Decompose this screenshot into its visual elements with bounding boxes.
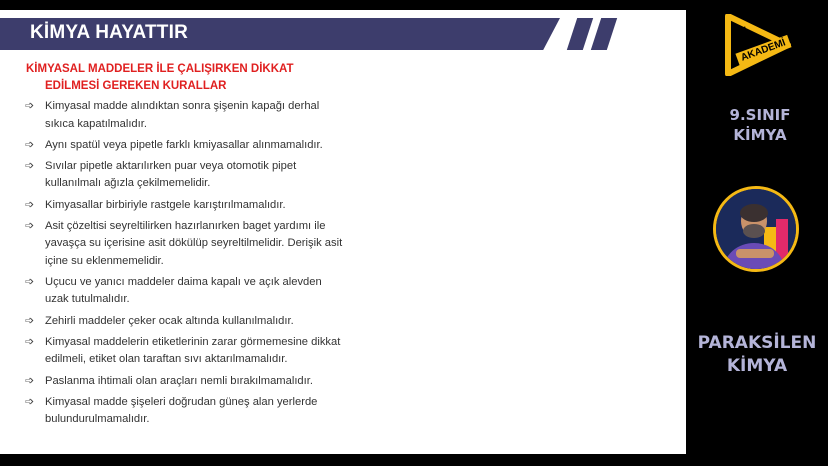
list-item: [25, 137, 345, 155]
arrow-right-icon: ➩: [25, 219, 35, 232]
rule-text: Kimyasallar birbiriyle rastgele karıştırılmamalıdır.: [45, 198, 286, 211]
grade-line1: 9.SINIF: [729, 106, 791, 124]
rule-text: Sıvılar pipetle aktarılırken puar veya otomotik pipet kullanılmalı ağızla çekilmemelidir.: [45, 159, 297, 190]
arrow-right-icon: ➩: [25, 395, 35, 408]
list-item: [25, 197, 345, 215]
list-item: [25, 373, 345, 391]
banner-stripe-2: [591, 18, 617, 50]
slide-content: [0, 10, 686, 454]
rule-text: Paslanma ihtimali olan araçları nemli bırakılmamalıdır.: [45, 374, 313, 387]
section-heading-line1: KİMYASAL MADDELER İLE ÇALIŞIRKEN DİKKAT: [26, 63, 294, 75]
channel-name: [688, 332, 826, 378]
arrow-right-icon: ➩: [25, 275, 35, 288]
banner-stripe-1: [567, 18, 593, 50]
logo-top-text: HIZ: [730, 25, 750, 42]
rule-text: Kimyasal maddelerin etiketlerinin zarar görmemesine dikkat edilmeli, etiket olan taraftan sıvı aktarılmamalıdır.: [45, 335, 341, 366]
page-title: KİMYA HAYATTIR: [30, 22, 189, 43]
rule-text: Zehirli maddeler çeker ocak altında kullanılmalıdır.: [45, 314, 294, 327]
arrow-right-icon: ➩: [25, 138, 35, 151]
rule-text: Uçucu ve yanıcı maddeler daima kapalı ve açık alevden uzak tutulmalıdır.: [45, 275, 322, 306]
arrow-right-icon: ➩: [25, 374, 35, 387]
rule-text: Kimyasal madde alındıktan sonra şişenin kapağı derhal sıkıca kapatılmalıdır.: [45, 100, 320, 130]
list-item: [25, 98, 345, 133]
avatar: [713, 186, 799, 272]
rule-text: Kimyasal madde şişeleri doğrudan güneş alan yerlerde bulundurulmamalıdır.: [45, 395, 318, 426]
channel-line1: PARAKSİLEN: [697, 333, 817, 353]
rule-text: Asit çözeltisi seyreltilirken hazırlanırken baget yardımı ile yavaşça su içerisine asit dökülüp seyreltilmelidir. Derişik asit içine su eklenmemelidir.: [45, 219, 343, 267]
list-item: [25, 394, 345, 429]
rules-list: [25, 98, 345, 432]
logo-badge-text: AKADEMİ: [735, 35, 791, 66]
grade-label: [700, 105, 820, 145]
grade-line2: KİMYA: [733, 126, 787, 144]
person-icon: [716, 189, 796, 269]
arrow-right-icon: ➩: [25, 100, 35, 112]
arrow-right-icon: ➩: [25, 314, 35, 327]
channel-line2: KİMYA: [726, 356, 788, 376]
arrow-right-icon: ➩: [25, 198, 35, 211]
section-heading-line2: EDİLMESİ GEREKEN KURALLAR: [45, 80, 227, 92]
list-item: [25, 274, 345, 309]
list-item: [25, 334, 345, 369]
hiz-akademi-logo: [722, 14, 794, 76]
section-heading: [26, 61, 294, 95]
list-item: [25, 218, 345, 271]
rule-text: Aynı spatül veya pipetle farklı kmiyasallar alınmamalıdır.: [45, 138, 323, 151]
list-item: [25, 313, 345, 331]
arrow-right-icon: ➩: [25, 335, 35, 348]
arrow-right-icon: ➩: [25, 159, 35, 172]
list-item: [25, 158, 345, 193]
